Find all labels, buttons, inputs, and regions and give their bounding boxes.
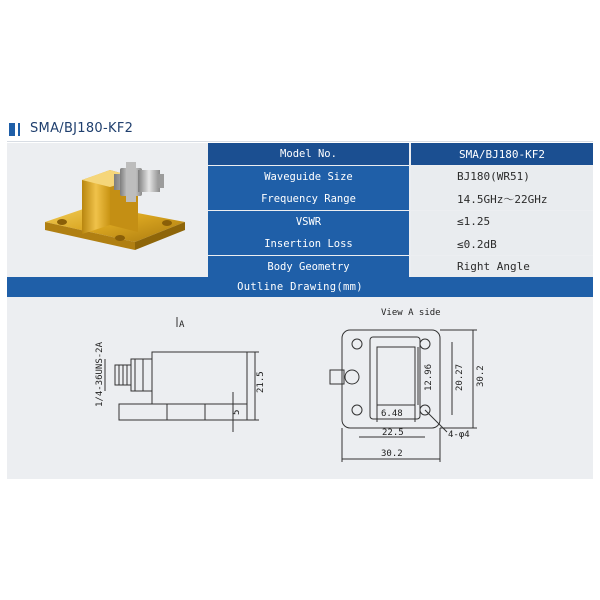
- spec-value: ≤0.2dB: [411, 233, 593, 255]
- spec-row-insertion-loss: [208, 233, 593, 255]
- dim-30-2-vertical: 30.2: [476, 365, 486, 387]
- spec-label: VSWR: [208, 211, 409, 233]
- page-title: SMA/BJ180-KF2: [30, 121, 134, 136]
- dim-6-48: 6.48: [381, 409, 403, 419]
- outline-drawing: [7, 297, 593, 479]
- spec-label: Waveguide Size: [208, 166, 409, 188]
- dim-22-5: 22.5: [382, 428, 404, 438]
- spec-value: 14.5GHz～22GHz: [411, 188, 593, 210]
- spec-row-waveguide: [208, 166, 593, 188]
- outline-drawing-bar: Outline Drawing(mm): [7, 277, 593, 297]
- hole-label: 4-φ4: [448, 430, 470, 440]
- spec-row-geometry: [208, 256, 593, 278]
- spec-value: BJ180(WR51): [411, 166, 593, 188]
- front-view-waveguide: [377, 347, 415, 405]
- spec-value: Right Angle: [411, 256, 593, 278]
- section-header: [0, 118, 600, 142]
- spec-row-model: [208, 143, 593, 165]
- side-view-flange: [119, 404, 247, 420]
- spec-label: Frequency Range: [208, 188, 409, 210]
- spec-row-frequency: [208, 188, 593, 210]
- dim-5: 5: [232, 409, 242, 415]
- dim-20-27: 20.27: [455, 363, 465, 391]
- spec-value: ≤1.25: [411, 211, 593, 233]
- thread-label: 1/4-36UNS-2A: [95, 341, 105, 407]
- side-marker-label: A: [179, 320, 185, 330]
- spec-label: Body Geometry: [208, 256, 409, 278]
- header-accent-line: [18, 123, 20, 136]
- spec-label: Insertion Loss: [208, 233, 409, 255]
- dim-30-2-horizontal: 30.2: [381, 449, 403, 459]
- spec-table: [208, 143, 593, 278]
- header-divider: [7, 141, 593, 142]
- spec-label: Model No.: [208, 143, 409, 165]
- dim-21-5: 21.5: [256, 371, 266, 393]
- dim-12-96: 12.96: [424, 363, 434, 391]
- spec-value: SMA/BJ180-KF2: [411, 143, 593, 165]
- spec-row-vswr: [208, 211, 593, 233]
- view-a-title: View A side: [381, 308, 441, 318]
- header-accent-bar: [9, 123, 15, 136]
- product-image: [40, 160, 190, 270]
